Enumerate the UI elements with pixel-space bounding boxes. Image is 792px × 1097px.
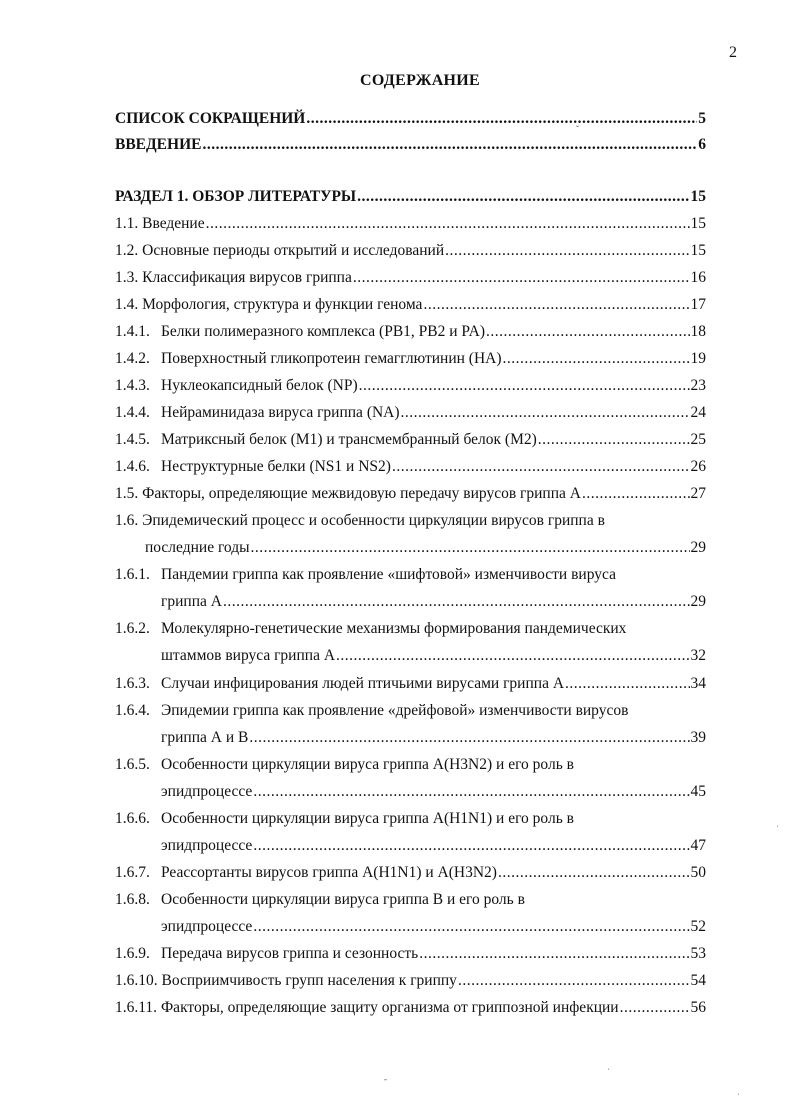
toc-entry-1-2[interactable] xyxy=(115,240,706,262)
toc-entry-text-continued: эпидпроцессе xyxy=(161,783,253,800)
toc-entry-text: Поверхностный гликопротеин гемагглютинин (HA) xyxy=(161,350,502,367)
toc-entry-text: Факторы, определяющие межвидовую передачу вирусов гриппа А xyxy=(142,485,581,502)
toc-entry-number: 1.6.5. xyxy=(115,756,150,773)
toc-entry-section-1[interactable] xyxy=(115,186,706,208)
toc-entry-number: 1.6.10. xyxy=(115,972,158,989)
toc-entry-1-6[interactable] xyxy=(115,510,706,560)
toc-entry-number: 1.6.8. xyxy=(115,891,150,908)
toc-entry-page: 15 xyxy=(690,188,706,205)
toc-entry-page: 19 xyxy=(690,350,706,367)
toc-entry-1-4-6[interactable] xyxy=(115,456,706,478)
toc-entry-number: 1.5. xyxy=(115,485,139,502)
toc-entry-text: Пандемии гриппа как проявление «шифтовой» изменчивости вируса xyxy=(161,566,616,583)
toc-entry-text-continued: гриппа А и В xyxy=(161,729,249,746)
toc-entry-text: Факторы, определяющие защиту организма от гриппозной инфекции xyxy=(160,999,619,1016)
toc-entry-page: 15 xyxy=(690,242,706,259)
toc-entry-number: 1.4.5. xyxy=(115,431,150,448)
toc-entry-text: Классификация вирусов гриппа xyxy=(142,269,352,286)
toc-entry-text: Эпидемии гриппа как проявление «дрейфовой» изменчивости вирусов xyxy=(161,702,629,719)
toc-entry-1-6-11[interactable] xyxy=(115,997,706,1019)
toc-entry-page: 54 xyxy=(690,972,706,989)
toc-entry-page: 45 xyxy=(690,783,706,800)
toc-entry-1-4-1[interactable] xyxy=(115,321,706,343)
toc-entry-page: 27 xyxy=(690,485,706,502)
toc-entry-page: 47 xyxy=(690,837,706,854)
toc-entry-text: СПИСОК СОКРАЩЕНИЙ xyxy=(115,110,306,127)
toc-entry-number: 1.6.1. xyxy=(115,566,150,583)
toc-entry-1-4-4[interactable] xyxy=(115,402,706,424)
toc-entry-number: 1.4.1. xyxy=(115,323,150,340)
toc-entry-page: 32 xyxy=(690,647,706,664)
toc-entry-text: Неструктурные белки (NS1 и NS2) xyxy=(161,458,391,475)
toc-entry-page: 6 xyxy=(698,136,706,153)
toc-entry-text: Матриксный белок (M1) и трансмембранный белок (M2) xyxy=(161,431,537,448)
toc-entry-number: 1.6.9. xyxy=(115,945,150,962)
toc-entry-1-4-5[interactable] xyxy=(115,429,706,451)
toc-entry-1-6-7[interactable] xyxy=(115,862,706,884)
toc-entry-number: 1.6.6. xyxy=(115,810,150,827)
toc-entry-text: Введение xyxy=(142,215,205,232)
toc-entry-1-4-3[interactable] xyxy=(115,375,706,397)
toc-entry-page: 24 xyxy=(690,404,706,421)
toc-entry-1-6-8[interactable] xyxy=(115,889,706,939)
toc-entry-1-1[interactable] xyxy=(115,213,706,235)
toc-entry-1-6-5[interactable] xyxy=(115,754,706,804)
toc-entry-text-continued: последние годы xyxy=(145,539,250,556)
toc-entry-number: 1.4.2. xyxy=(115,350,150,367)
toc-entry-page: 29 xyxy=(690,593,706,610)
toc-entry-number: 1.4. xyxy=(115,296,139,313)
toc-entry-text: Белки полимеразного комплекса (PB1, PB2 и PA) xyxy=(161,323,485,340)
toc-entry-page: 23 xyxy=(690,377,706,394)
toc-entry-abbreviations[interactable] xyxy=(115,108,706,130)
scan-speck: ˈ xyxy=(776,824,779,834)
scan-speck: - xyxy=(384,1074,387,1084)
toc-entry-number: 1.1. xyxy=(115,215,139,232)
toc-entry-text-continued: эпидпроцессе xyxy=(161,918,253,935)
toc-entry-number: 1.6.2. xyxy=(115,620,150,637)
toc-entry-page: 18 xyxy=(690,323,706,340)
toc-entry-number: 1.6. xyxy=(115,512,139,529)
toc-entry-page: 39 xyxy=(690,729,706,746)
toc-entry-1-6-4[interactable] xyxy=(115,700,706,750)
toc-entry-page: 34 xyxy=(690,675,706,692)
toc-entry-text: Особенности циркуляции вируса гриппа A(H1N1) и его роль в xyxy=(161,810,574,827)
toc-entry-page: 15 xyxy=(690,215,706,232)
toc-entry-text-continued: гриппа А xyxy=(161,593,222,610)
toc-entry-page: 29 xyxy=(690,539,706,556)
toc-entry-text: Особенности циркуляции вируса гриппа A(H3N2) и его роль в xyxy=(161,756,574,773)
toc-entry-1-5[interactable] xyxy=(115,483,706,505)
toc-entry-number: 1.6.4. xyxy=(115,702,150,719)
toc-entry-1-6-6[interactable] xyxy=(115,808,706,858)
toc-entry-page: 16 xyxy=(690,269,706,286)
toc-entry-text-continued: штаммов вируса гриппа А xyxy=(161,647,336,664)
toc-entry-page: 17 xyxy=(690,296,706,313)
page-number: 2 xyxy=(729,44,737,61)
toc-entry-number: 1.4.3. xyxy=(115,377,150,394)
toc-entry-1-6-1[interactable] xyxy=(115,564,706,614)
toc-entry-number: 1.4.4. xyxy=(115,404,150,421)
toc-entry-page: 26 xyxy=(690,458,706,475)
toc-entry-page: 5 xyxy=(698,110,706,127)
toc-entry-1-6-9[interactable] xyxy=(115,943,706,965)
toc-entry-page: 52 xyxy=(690,918,706,935)
toc-entry-text: Случаи инфицирования людей птичьими вирусами гриппа А xyxy=(161,675,565,692)
toc-entry-text: РАЗДЕЛ 1. ОБЗОР ЛИТЕРАТУРЫ xyxy=(115,188,357,205)
toc-entry-text: Основные периоды открытий и исследований xyxy=(142,242,445,259)
toc-entry-text: Нуклеокапсидный белок (NP) xyxy=(161,377,358,394)
toc-entry-1-6-3[interactable] xyxy=(115,673,706,695)
toc-entry-text: Нейраминидаза вируса гриппа (NA) xyxy=(161,404,400,421)
toc-entry-number: 1.4.6. xyxy=(115,458,150,475)
toc-entry-introduction[interactable] xyxy=(115,134,706,156)
toc-entry-text: Эпидемический процесс и особенности циркуляции вирусов гриппа в xyxy=(142,512,605,529)
toc-entry-text: Реассортанты вирусов гриппа A(H1N1) и A(H3N2) xyxy=(161,864,497,881)
toc-entry-text: Морфология, структура и функции генома xyxy=(142,296,423,313)
scan-speck: ˌ xyxy=(737,1085,740,1095)
toc-entry-text: Передача вирусов гриппа и сезонность xyxy=(161,945,419,962)
toc-entry-1-3[interactable] xyxy=(115,267,706,289)
toc-entry-page: 50 xyxy=(690,864,706,881)
toc-entry-page: 25 xyxy=(690,431,706,448)
toc-entry-page: 53 xyxy=(690,945,706,962)
toc-title: СОДЕРЖАНИЕ xyxy=(359,72,481,89)
toc-entry-number: 1.6.7. xyxy=(115,864,150,881)
toc-entry-text: Особенности циркуляции вируса гриппа В и его роль в xyxy=(161,891,525,908)
toc-entry-number: 1.2. xyxy=(115,242,139,259)
toc-entry-text-continued: эпидпроцессе xyxy=(161,837,253,854)
toc-entry-number: 1.6.3. xyxy=(115,675,150,692)
toc-entry-1-6-10[interactable] xyxy=(115,970,706,992)
toc-entry-1-4-2[interactable] xyxy=(115,348,706,370)
toc-entry-number: 1.3. xyxy=(115,269,139,286)
toc-entry-1-4[interactable] xyxy=(115,294,706,316)
toc-entry-text: Молекулярно-генетические механизмы формирования пандемических xyxy=(161,620,627,637)
scan-speck: ˈ xyxy=(607,1067,610,1077)
toc-entry-page: 56 xyxy=(690,999,706,1016)
toc-entry-1-6-2[interactable] xyxy=(115,618,706,668)
scan-speck: ˇ xyxy=(576,124,579,134)
toc-entry-text: ВВЕДЕНИЕ xyxy=(115,136,202,153)
toc-entry-text: Восприимчивость групп населения к гриппу xyxy=(161,972,457,989)
toc-entry-number: 1.6.11. xyxy=(115,999,158,1016)
